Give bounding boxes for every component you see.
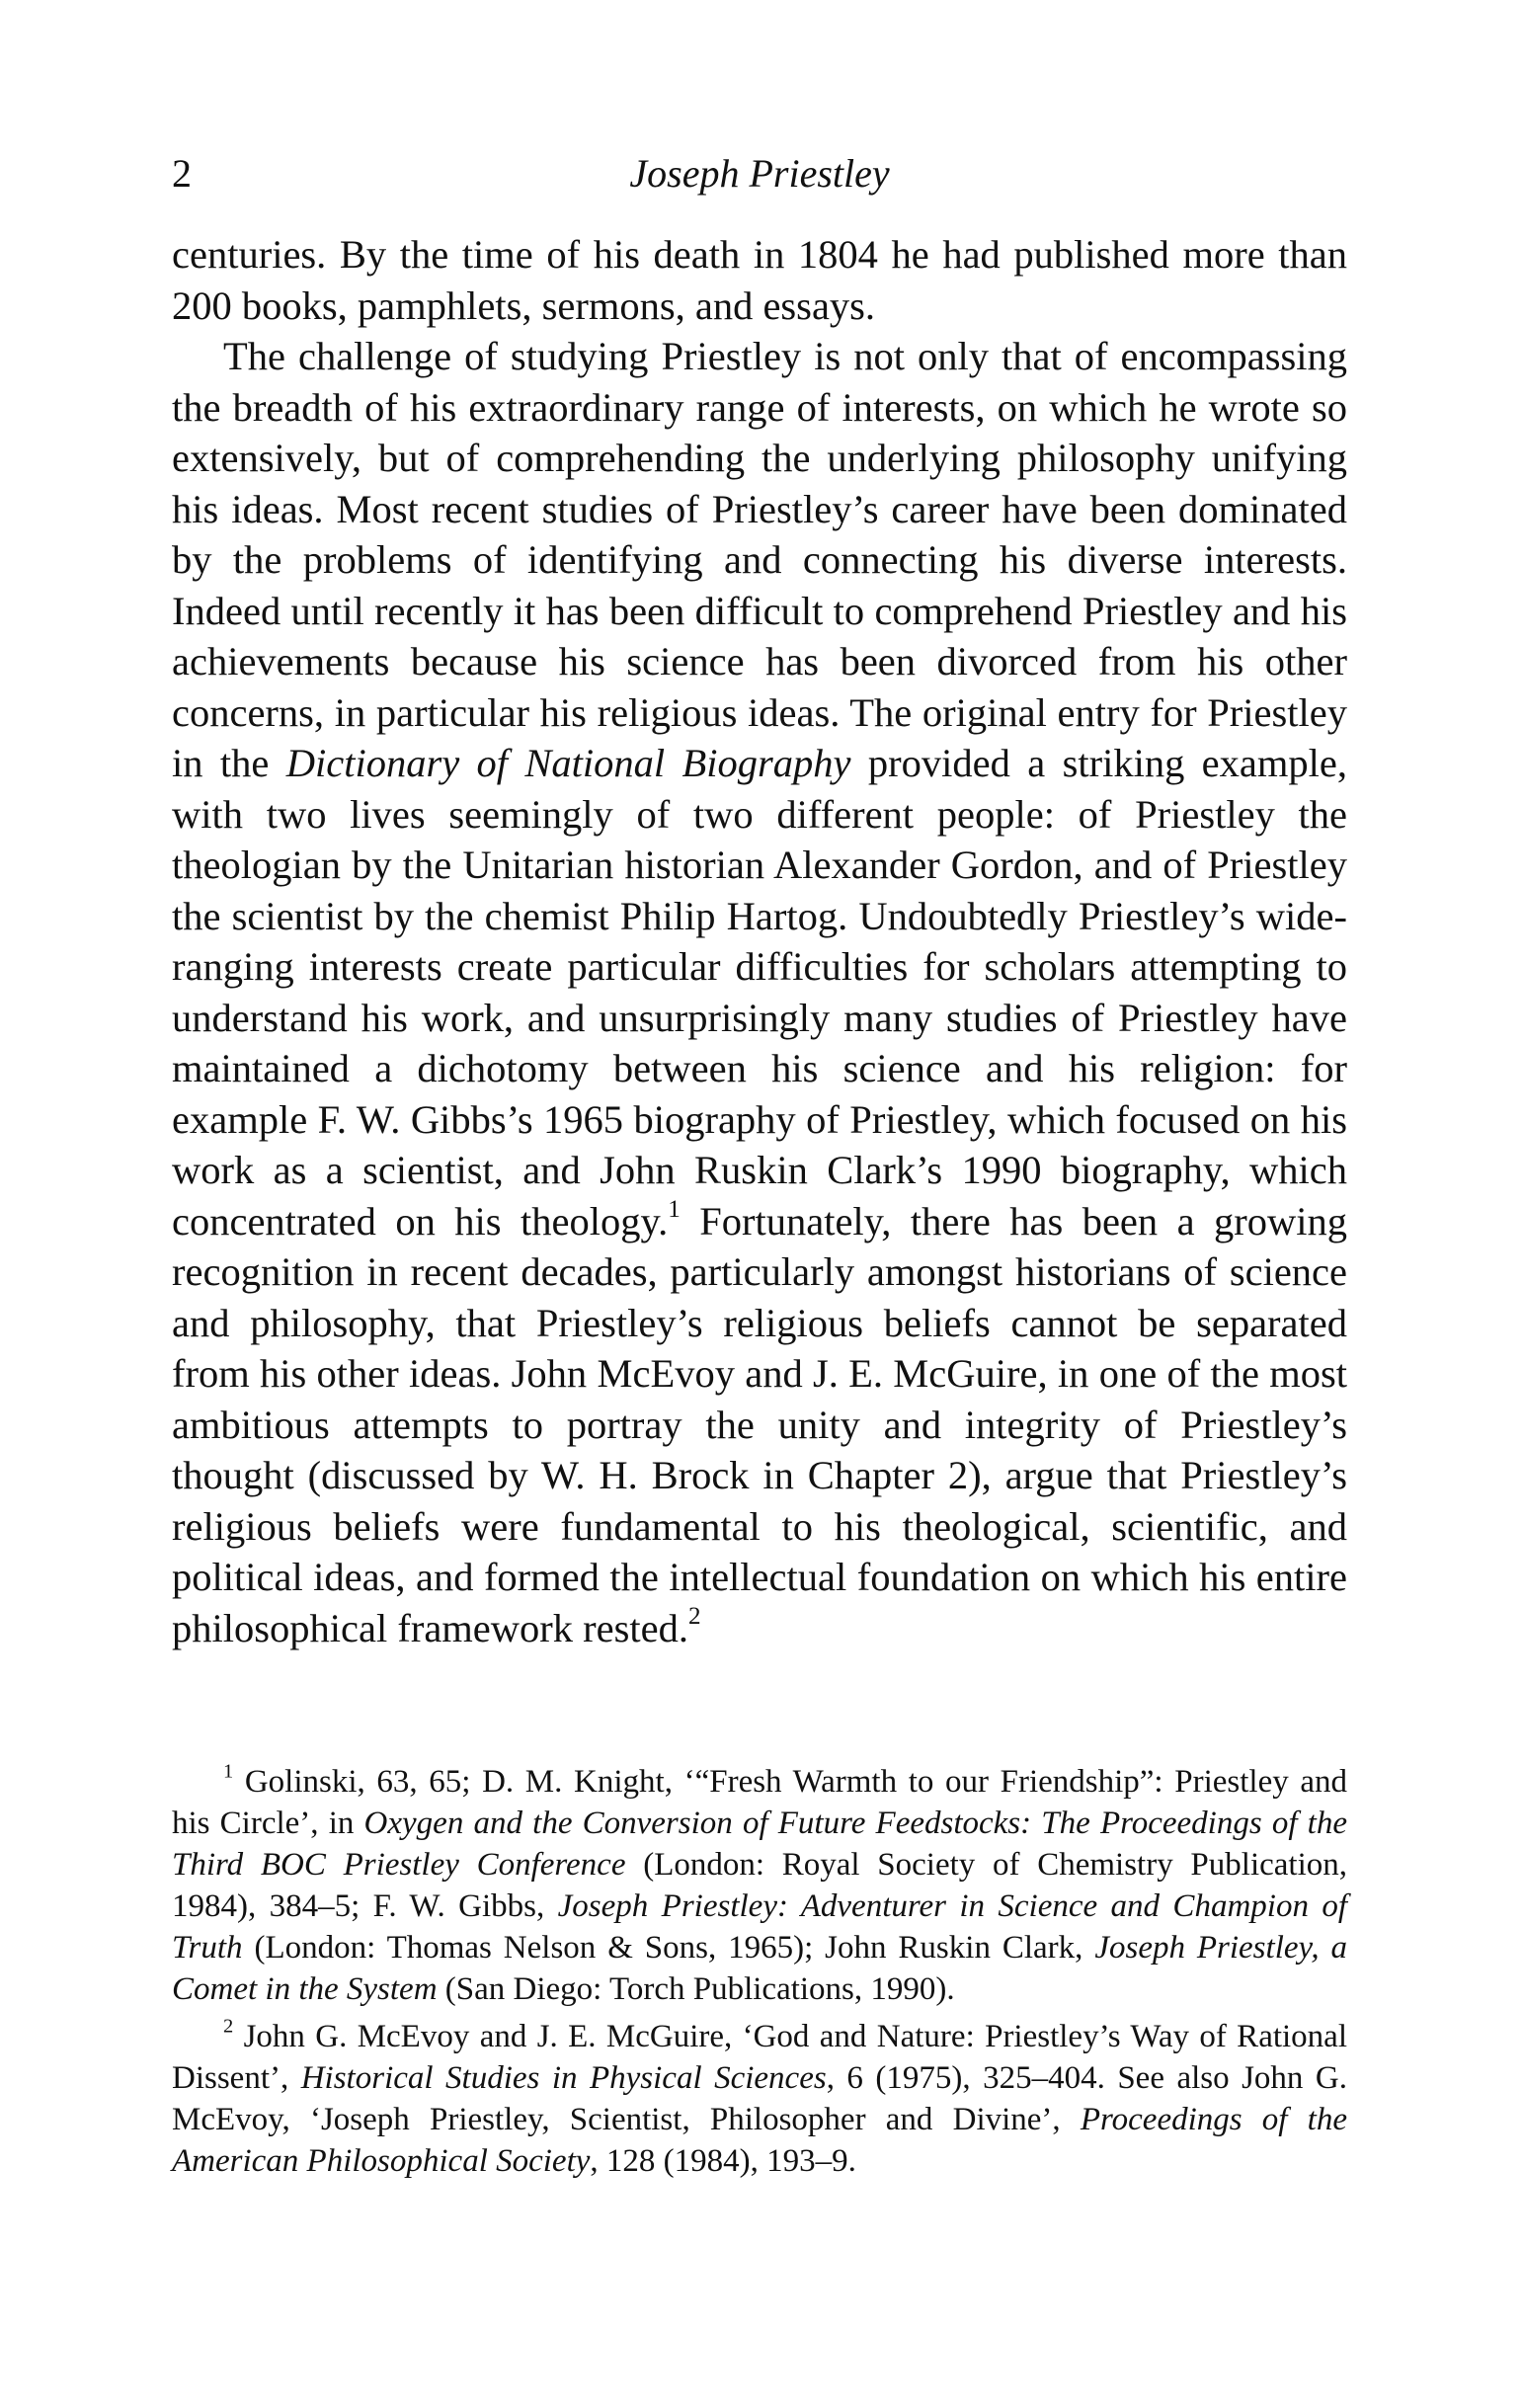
- footnote-1-text-c: (London: Thomas Nelson & Sons, 1965); John Ruskin Clark,: [242, 1930, 1095, 1966]
- body-text: [172, 229, 1347, 1653]
- footnote-1-text-a: Golinski, 63, 65; D. M. Knight, ‘“Fresh Warmth to our Friendship”: Priestley and his Circle’, in: [172, 1764, 1347, 1841]
- footnote-1-title-3: Joseph Priestley, a Comet in the System: [172, 1930, 1347, 2007]
- paragraph-2-text-a: The challenge of studying Priestley is not only that of encompassing the breadth of his extraordinary range of interests, on which he wrote so extensively, but of comprehending the underlying philosophy unifying his ideas. Most recent studies of Priestley’s career have been dominated by the problems of identifying and connecting his diverse interests. Indeed until recently it has been difficult to comprehend Priestley and his achievements because his science has been divorced from his other concerns, in particular his religious ideas. The original entry for Priestley in the: [172, 334, 1347, 785]
- footnote-1: [172, 1761, 1347, 2010]
- footnote-1-text-d: (San Diego: Torch Publications, 1990).: [437, 1971, 955, 2007]
- footnote-ref-2[interactable]: 2: [687, 1602, 701, 1630]
- page-header: [172, 150, 1347, 209]
- footnote-2: [172, 2016, 1347, 2182]
- footnote-2-text-a: John G. McEvoy and J. E. McGuire, ‘God and Nature: Priestley’s Way of Rational Dissent’,: [172, 2019, 1347, 2096]
- footnote-ref-1[interactable]: 1: [668, 1195, 681, 1223]
- footnote-1-number: 1: [223, 1760, 234, 1783]
- footnote-2-number: 2: [223, 2015, 234, 2038]
- running-title: Joseph Priestley: [629, 151, 890, 196]
- footnote-2-text-b: , 6 (1975), 325–404. See also John G. McEvoy, ‘Joseph Priestley, Scientist, Philosopher and Divine’,: [172, 2060, 1347, 2137]
- footnotes: [172, 1761, 1347, 2188]
- page-number: 2: [172, 151, 192, 196]
- paragraph-2: [172, 331, 1347, 1653]
- footnote-2-text-c: , 128 (1984), 193–9.: [590, 2143, 856, 2179]
- paragraph-2-text-b: provided a striking example, with two lives seemingly of two different people: of Priestley the theologian by the Unitarian historian Alexander Gordon, and of Priestley the scientist by the chemist Philip Hartog. Undoubtedly Priestley’s wide-ranging interests create particular difficulties for scholars attempting to understand his work, and unsurprisingly many studies of Priestley have maintained a dichotomy between his science and his religion: for example F. W. Gibbs’s 1965 biography of Priestley, which focused on his work as a scientist, and John Ruskin Clark’s 1990 biography, which concentrated on his theology.: [172, 741, 1347, 1244]
- footnote-2-title-1: Historical Studies in Physical Sciences: [300, 2060, 827, 2096]
- paragraph-2-text-c: Fortunately, there has been a growing recognition in recent decades, particularly amongst historians of science and philosophy, that Priestley’s religious beliefs cannot be separated from his other ideas. John McEvoy and J. E. McGuire, in one of the most ambitious attempts to portray the unity and integrity of Priestley’s thought (discussed by W. H. Brock in Chapter 2), argue that Priestley’s religious beliefs were fundamental to his theological, scientific, and political ideas, and formed the intellectual foundation on which his entire philosophical framework rested.: [172, 1198, 1347, 1650]
- paragraph-1: centuries. By the time of his death in 1804 he had published more than 200 books, pamphlets, sermons, and essays.: [172, 232, 1347, 328]
- footnote-1-title-1: Oxygen and the Conversion of Future Feedstocks: The Proceedings of the Third BOC Priestley Conference: [172, 1806, 1347, 1883]
- footnote-1-text-b: (London: Royal Society of Chemistry Publication, 1984), 384–5; F. W. Gibbs,: [172, 1847, 1347, 1924]
- dnb-title: Dictionary of National Biography: [285, 741, 851, 785]
- footnote-1-title-2: Joseph Priestley: Adventurer in Science and Champion of Truth: [172, 1888, 1347, 1966]
- footnote-2-title-2: Proceedings of the American Philosophical Society: [172, 2102, 1347, 2179]
